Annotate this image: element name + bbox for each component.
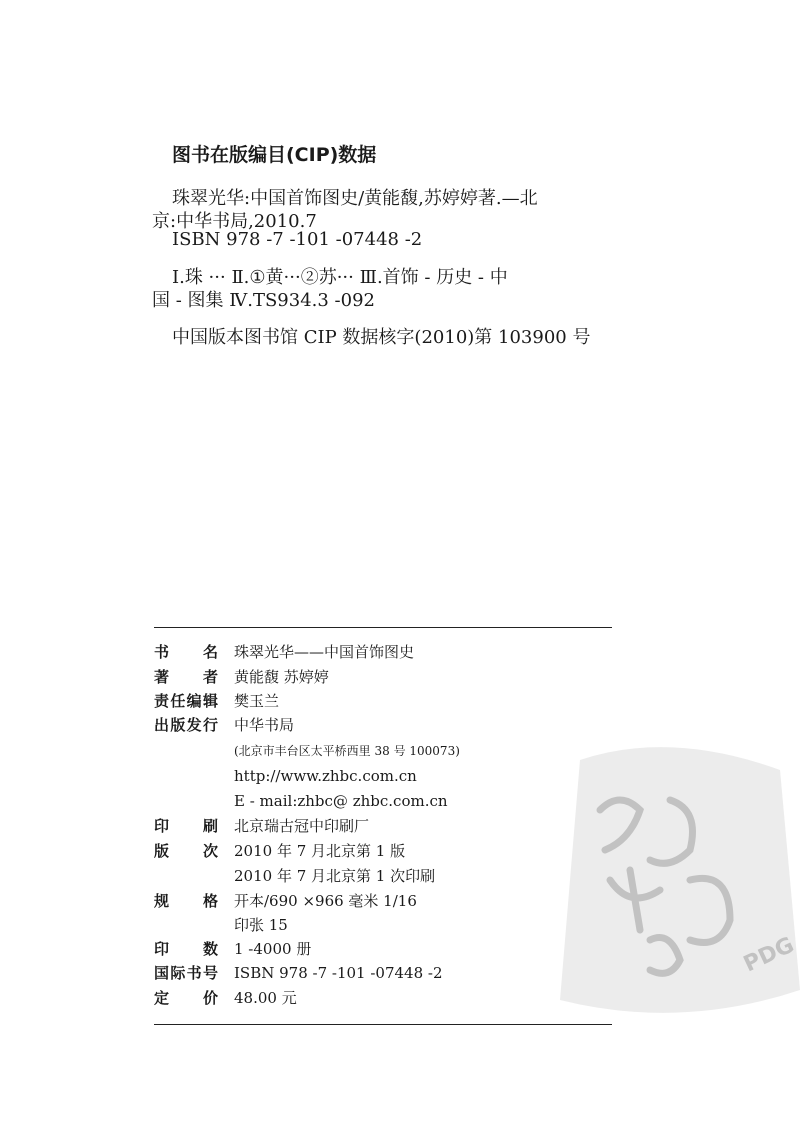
colophon-value: 北京瑞古冠中印刷厂 — [234, 817, 370, 835]
colophon-label — [154, 689, 218, 713]
colophon-value: E - mail:zhbc@ zhbc.com.cn — [234, 792, 448, 810]
colophon-label-char: 辑 — [202, 692, 218, 710]
colophon-label-char: 价 — [202, 989, 218, 1007]
colophon-label-char: 版 — [154, 842, 170, 860]
cip-line-3: ISBN 978 -7 -101 -07448 -2 — [172, 229, 423, 250]
colophon-row — [154, 665, 614, 689]
colophon-label-char: 出 — [154, 716, 170, 734]
colophon-label-char: 版 — [170, 716, 186, 734]
colophon-label — [154, 640, 218, 664]
colophon-value: (北京市丰台区太平桥西里 38 号 100073) — [234, 744, 460, 758]
colophon-label — [154, 889, 218, 913]
colophon-label-char: 刷 — [202, 817, 218, 835]
colophon-value: 开本/690 ×966 毫米 1/16 — [234, 892, 417, 910]
colophon-top-rule — [154, 627, 612, 628]
colophon-row — [154, 689, 614, 713]
colophon-label — [154, 739, 218, 763]
colophon-row — [154, 713, 614, 737]
colophon-label-char: 行 — [202, 716, 218, 734]
colophon-value: 48.00 元 — [234, 989, 297, 1007]
colophon-label-char: 名 — [202, 643, 218, 661]
colophon-label-char: 印 — [154, 817, 170, 835]
colophon-label — [154, 839, 218, 863]
colophon-label-char: 责 — [154, 692, 170, 710]
colophon-row — [154, 640, 614, 664]
colophon-label — [154, 789, 218, 813]
colophon-label-char: 次 — [202, 842, 218, 860]
colophon-value: 黄能馥 苏婷婷 — [234, 668, 329, 686]
cip-line-6: 中国版本图书馆 CIP 数据核字(2010)第 103900 号 — [172, 327, 591, 348]
watermark-text: PDG — [739, 932, 799, 978]
colophon-label-char: 著 — [154, 668, 170, 686]
colophon-label — [154, 713, 218, 737]
colophon-label-char: 格 — [202, 892, 218, 910]
colophon-value: http://www.zhbc.com.cn — [234, 767, 417, 785]
watermark-seal-icon — [520, 740, 800, 1040]
colophon-label-char: 号 — [202, 964, 218, 982]
colophon-label-char: 国 — [154, 964, 170, 982]
colophon-value: 中华书局 — [234, 716, 295, 734]
colophon-label-char: 编 — [186, 692, 202, 710]
colophon-label — [154, 937, 218, 961]
colophon-label-char: 书 — [186, 964, 202, 982]
colophon-label — [154, 986, 218, 1010]
colophon-label-char: 书 — [154, 643, 170, 661]
colophon-value: 珠翠光华——中国首饰图史 — [234, 643, 415, 661]
colophon-label — [154, 814, 218, 838]
colophon-value: ISBN 978 -7 -101 -07448 -2 — [234, 964, 443, 982]
colophon-label-char: 者 — [202, 668, 218, 686]
colophon-label-char: 任 — [170, 692, 186, 710]
cip-line-1: 珠翠光华:中国首饰图史/黄能馥,苏婷婷著.—北 — [172, 188, 538, 209]
colophon-label-char: 规 — [154, 892, 170, 910]
colophon-label-char: 数 — [202, 940, 218, 958]
colophon-value: 2010 年 7 月北京第 1 版 — [234, 842, 406, 860]
colophon-label — [154, 913, 218, 937]
colophon-label-char: 际 — [170, 964, 186, 982]
cip-line-5: 国 - 图集 Ⅳ.TS934.3 -092 — [152, 290, 375, 311]
colophon-value: 樊玉兰 — [234, 692, 280, 710]
colophon-label — [154, 961, 218, 985]
colophon-value: 印张 15 — [234, 916, 288, 934]
colophon-label — [154, 665, 218, 689]
colophon-label-char: 定 — [154, 989, 170, 1007]
cip-line-4: Ⅰ.珠 ··· Ⅱ.①黄···②苏··· Ⅲ.首饰 - 历史 - 中 — [172, 267, 508, 288]
colophon-label-char: 发 — [186, 716, 202, 734]
cip-heading: 图书在版编目(CIP)数据 — [172, 144, 377, 166]
cip-line-2: 京:中华书局,2010.7 — [152, 211, 317, 232]
colophon-value: 2010 年 7 月北京第 1 次印刷 — [234, 867, 436, 885]
colophon-label — [154, 764, 218, 788]
colophon-label-char: 印 — [154, 940, 170, 958]
colophon-value: 1 -4000 册 — [234, 940, 312, 958]
colophon-label — [154, 864, 218, 888]
